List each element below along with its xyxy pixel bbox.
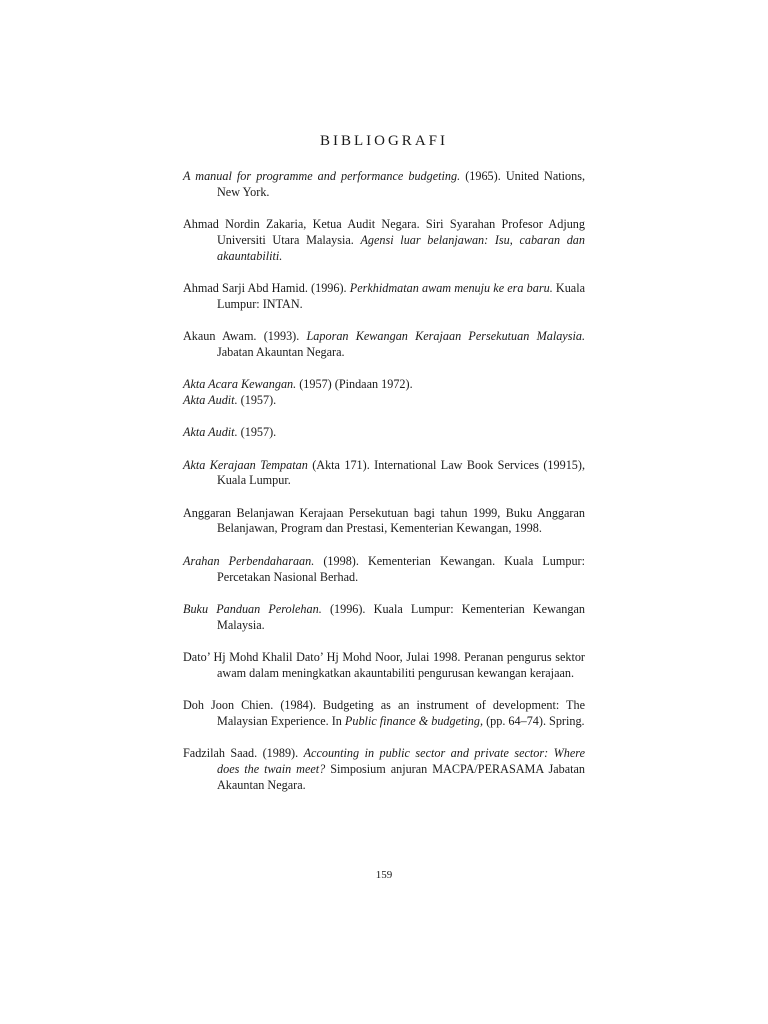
entry-text: Kuala Lumpur: INTAN. [217, 280, 586, 311]
entry-text: Akaun Awam. (1993). [183, 329, 307, 344]
bibliography-entry [183, 377, 585, 393]
bibliography-entry [183, 506, 585, 538]
bibliography-entry [183, 169, 585, 201]
entry-title: Akta Audit. [183, 425, 238, 440]
entry-title: Public finance & budgeting, [344, 713, 484, 728]
entry-title: Perkhidmatan awam menuju ke era baru. [349, 280, 553, 295]
entry-text: (Akta 171). International Law Book Services (19915), Kuala Lumpur. [217, 457, 585, 488]
entry-title: A manual for programme and performance budgeting. [183, 169, 461, 183]
bibliography-entry [183, 393, 585, 409]
entry-text: Anggaran Belanjawan Kerajaan Persekutuan bagi tahun 1999, Buku Anggaran Belanjawan, Program dan Prestasi, Kementerian Kewangan, 1998. [183, 505, 585, 536]
entry-title: Akta Audit. [183, 392, 238, 407]
entry-title: Akta Kerajaan Tempatan [183, 457, 308, 472]
entry-title: Akta Acara Kewangan. [183, 377, 297, 392]
entry-title: Laporan Kewangan Kerajaan Persekutuan Malaysia. [306, 329, 585, 344]
entry-text: Ahmad Nordin Zakaria, Ketua Audit Negara. Siri Syarahan Profesor Adjung Universiti Utara Malaysia. [183, 217, 585, 247]
entry-text: (1957) (Pindaan 1972). [296, 377, 413, 392]
bibliography-entry [183, 746, 585, 793]
bibliography-entry [183, 554, 585, 586]
entry-text: (pp. 64–74). Spring. [483, 713, 585, 728]
entry-title: Agensi luar belanjawan: Isu, cabaran dan akauntabiliti. [217, 232, 585, 263]
entry-text: Dato’ Hj Mohd Khalil Dato’ Hj Mohd Noor, Julai 1998. Peranan pengurus sektor awam dalam meningkatkan akauntabiliti pengurusan kewangan kerajaan. [183, 649, 585, 680]
entry-text: (1957). [237, 425, 277, 440]
entry-text: (1996). Kuala Lumpur: Kementerian Kewangan Malaysia. [217, 601, 585, 632]
bibliography-list [183, 169, 585, 810]
bibliography-entry [183, 650, 585, 682]
bibliography-entry [183, 217, 585, 264]
entry-text: Fadzilah Saad. (1989). [183, 746, 304, 761]
entry-title: Buku Panduan Perolehan. [183, 601, 322, 616]
bibliography-entry [183, 458, 585, 490]
entry-text: (1998). Kementerian Kewangan. Kuala Lumpur: Percetakan Nasional Berhad. [217, 553, 586, 584]
entry-text: Doh Joon Chien. (1984). Budgeting as an instrument of development: The Malaysian Experience. In [183, 698, 585, 728]
entry-text: (1957). [237, 392, 277, 407]
page-title: BIBLIOGRAFI [319, 133, 448, 149]
bibliography-entry [183, 698, 585, 730]
entry-title: Accounting in public sector and private sector: Where does the twain meet? [217, 746, 586, 776]
bibliography-entry [183, 329, 585, 361]
bibliography-entry [183, 425, 585, 441]
entry-text: (1965). United Nations, New York. [217, 169, 586, 199]
bibliography-entry [183, 602, 585, 634]
entry-text: Jabatan Akauntan Negara. [217, 344, 345, 359]
entry-title: Arahan Perbendaharaan. [183, 553, 315, 568]
entry-text: Ahmad Sarji Abd Hamid. (1996). [183, 280, 350, 295]
entry-text: Simposium anjuran MACPA/PERASAMA Jabatan Akauntan Negara. [217, 761, 585, 792]
bibliography-entry [183, 281, 585, 313]
page-number: 159 [375, 869, 393, 881]
